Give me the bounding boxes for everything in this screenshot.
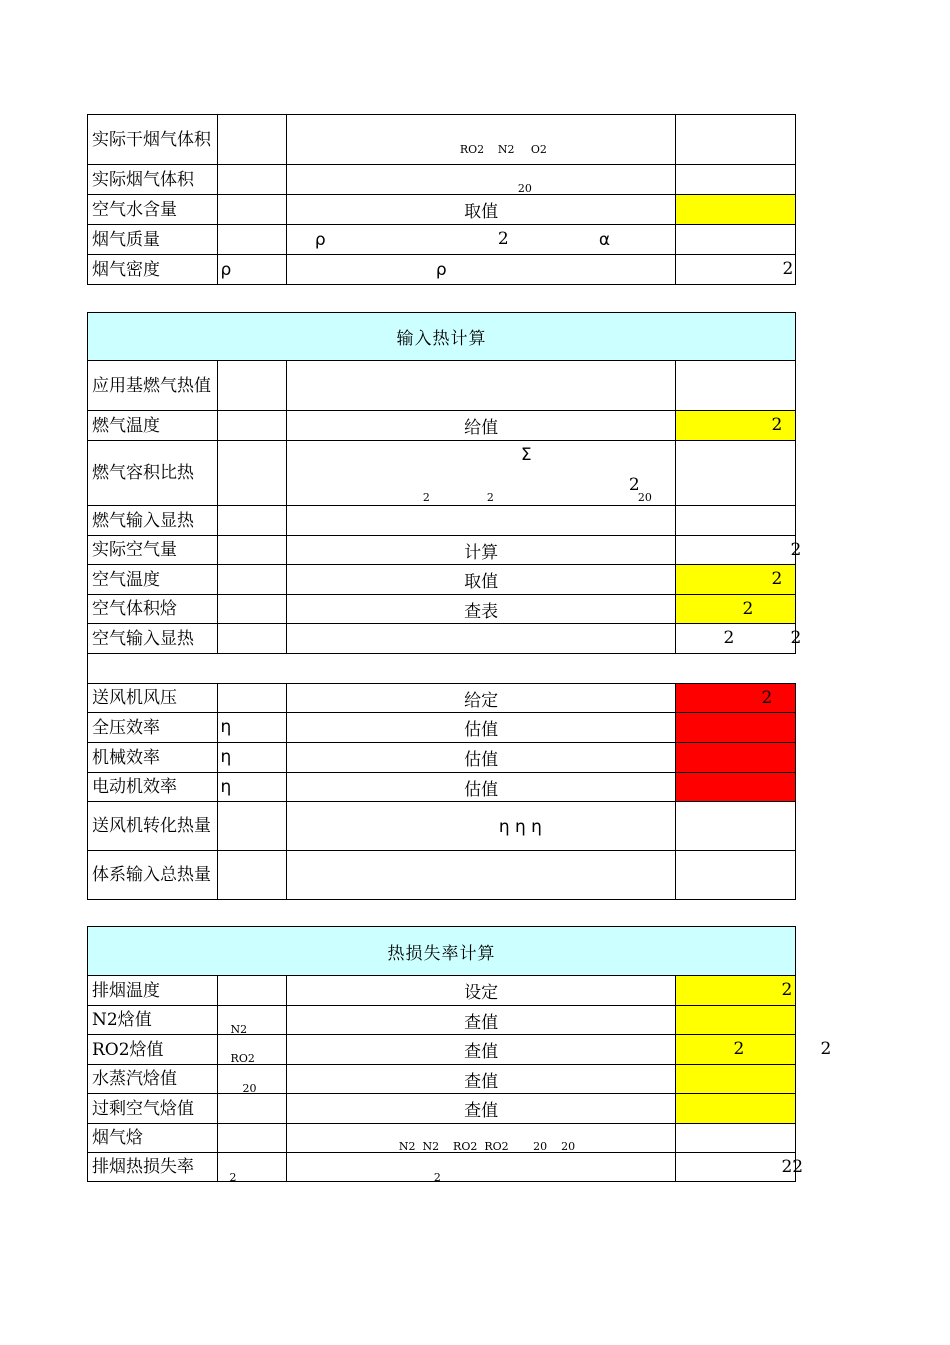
input-cell[interactable]: 2 — [676, 565, 796, 595]
method-cell: 估值 — [286, 773, 676, 802]
eta-symbol: η — [220, 777, 232, 797]
table-row — [88, 684, 796, 713]
table-row — [88, 536, 796, 565]
heat-loss-table — [87, 926, 832, 1184]
eta-symbol: η — [220, 747, 232, 767]
section-header — [88, 927, 796, 976]
value-cell[interactable] — [676, 802, 796, 851]
row-label: 烟气焓 — [88, 1124, 218, 1153]
row-label: 空气输入显热 — [88, 624, 218, 654]
table-row — [88, 713, 796, 743]
table-row — [88, 195, 796, 225]
value-cell[interactable] — [676, 115, 796, 165]
value-cell[interactable] — [676, 441, 796, 506]
input-cell[interactable]: 2 — [676, 976, 796, 1006]
method-cell: 查值 — [286, 1065, 676, 1094]
row-label: 排烟温度 — [88, 976, 218, 1006]
formula-cell: ρ 2 α — [286, 225, 676, 255]
input-cell[interactable] — [676, 1006, 796, 1035]
table-row — [88, 743, 796, 773]
row-label: 过剩空气焓值 — [88, 1094, 218, 1124]
table-row — [88, 773, 796, 802]
table-row — [88, 411, 796, 441]
table-row — [88, 624, 796, 654]
table-row — [88, 225, 796, 255]
row-label: 电动机效率 — [88, 773, 218, 802]
value-cell[interactable] — [676, 165, 796, 195]
value-cell[interactable]: 22 — [676, 1153, 796, 1182]
section-title: 热损失率计算 — [88, 927, 796, 976]
symbol-cell — [217, 743, 286, 773]
value-cell[interactable] — [676, 361, 796, 411]
row-label: 全压效率 — [88, 713, 218, 743]
table-row — [88, 565, 796, 595]
input-heat-table — [87, 312, 802, 900]
method-cell: 查值 — [286, 1094, 676, 1124]
rho-symbol: ρ — [220, 260, 232, 280]
table-row: 排烟热损失率 2 2 22 — [88, 1153, 796, 1182]
symbol-cell — [217, 773, 286, 802]
formula-cell — [286, 802, 676, 851]
table-row — [88, 255, 796, 285]
formula-cell: RO2 N2 O2 — [286, 115, 676, 165]
table-row: 水蒸汽焓值 20 查值 — [88, 1065, 796, 1094]
symbol-cell — [217, 255, 286, 285]
row-label: 空气水含量 — [88, 195, 218, 225]
input-cell[interactable] — [676, 195, 796, 225]
input-cell[interactable]: 2 — [676, 411, 796, 441]
row-label: N2焓值 — [88, 1006, 218, 1035]
eta-formula: η η η — [498, 817, 542, 837]
row-label: 实际空气量 — [88, 536, 218, 565]
table-row — [88, 1094, 796, 1124]
value-cell[interactable]: 2 2 — [676, 624, 796, 654]
symbol-cell — [217, 713, 286, 743]
table-row — [88, 595, 796, 624]
input-cell[interactable]: 2 2 — [676, 1035, 796, 1065]
method-cell: 取值 — [286, 565, 676, 595]
value-cell[interactable]: 2 — [676, 255, 796, 285]
table-row — [88, 115, 796, 165]
row-label: 体系输入总热量 — [88, 851, 218, 900]
method-cell: 设定 — [286, 976, 676, 1006]
row-label: 机械效率 — [88, 743, 218, 773]
formula-cell: N2 N2 RO2 RO2 20 20 — [286, 1124, 676, 1153]
row-label: 空气温度 — [88, 565, 218, 595]
table-row: N2焓值 N2 查值 — [88, 1006, 796, 1035]
row-label: 水蒸汽焓值 — [88, 1065, 218, 1094]
table-row: RO2焓值 RO2 查值 2 2 — [88, 1035, 796, 1065]
input-cell[interactable]: 2 — [676, 595, 796, 624]
table-row — [88, 506, 796, 536]
eta-symbol: η — [220, 717, 232, 737]
spacer-row — [88, 654, 796, 684]
row-label: 空气体积焓 — [88, 595, 218, 624]
table-row — [88, 976, 796, 1006]
method-cell: 查值 — [286, 1035, 676, 1065]
section-title: 输入热计算 — [88, 313, 796, 361]
input-cell[interactable] — [676, 1094, 796, 1124]
formula-cell — [286, 255, 676, 285]
input-cell[interactable] — [676, 743, 796, 773]
row-label: 实际干烟气体积 — [88, 115, 218, 165]
table-row — [88, 1124, 796, 1153]
table-row — [88, 165, 796, 195]
input-cell[interactable]: 2 — [676, 684, 796, 713]
table-row — [88, 802, 796, 851]
method-cell: 估值 — [286, 713, 676, 743]
method-cell: 给定 — [286, 684, 676, 713]
input-cell[interactable] — [676, 713, 796, 743]
table-row — [88, 441, 796, 506]
table-row — [88, 361, 796, 411]
method-cell: 查值 — [286, 1006, 676, 1035]
rho-symbol: ρ — [314, 230, 326, 250]
table-row — [88, 851, 796, 900]
value-cell[interactable]: 2 — [676, 536, 796, 565]
method-cell: 估值 — [286, 743, 676, 773]
row-label: 排烟热损失率 — [88, 1153, 218, 1182]
input-cell[interactable] — [676, 773, 796, 802]
rho-symbol: ρ — [435, 260, 447, 280]
method-cell: 查表 — [286, 595, 676, 624]
row-label: 烟气质量 — [88, 225, 218, 255]
flue-gas-table — [87, 114, 796, 285]
method-cell: 给值 — [286, 411, 676, 441]
row-label: RO2焓值 — [88, 1035, 218, 1065]
row-label: 应用基燃气热值 — [88, 361, 218, 411]
row-label: 燃气温度 — [88, 411, 218, 441]
row-label: 实际烟气体积 — [88, 165, 218, 195]
row-label: 燃气容积比热 — [88, 441, 218, 506]
formula-cell: Σ 2 2 2 20 — [286, 441, 676, 506]
row-label: 燃气输入显热 — [88, 506, 218, 536]
value-cell[interactable] — [676, 225, 796, 255]
row-label: 送风机风压 — [88, 684, 218, 713]
method-cell: 取值 — [286, 195, 676, 225]
method-cell: 计算 — [286, 536, 676, 565]
value-cell[interactable] — [676, 506, 796, 536]
section-header — [88, 313, 796, 361]
input-cell[interactable] — [676, 1065, 796, 1094]
row-label: 烟气密度 — [88, 255, 218, 285]
formula-cell: 20 — [286, 165, 676, 195]
row-label: 送风机转化热量 — [88, 802, 218, 851]
value-cell[interactable] — [676, 851, 796, 900]
value-cell[interactable] — [676, 1124, 796, 1153]
sigma-symbol: Σ — [520, 445, 532, 465]
alpha-symbol: α — [598, 230, 611, 250]
